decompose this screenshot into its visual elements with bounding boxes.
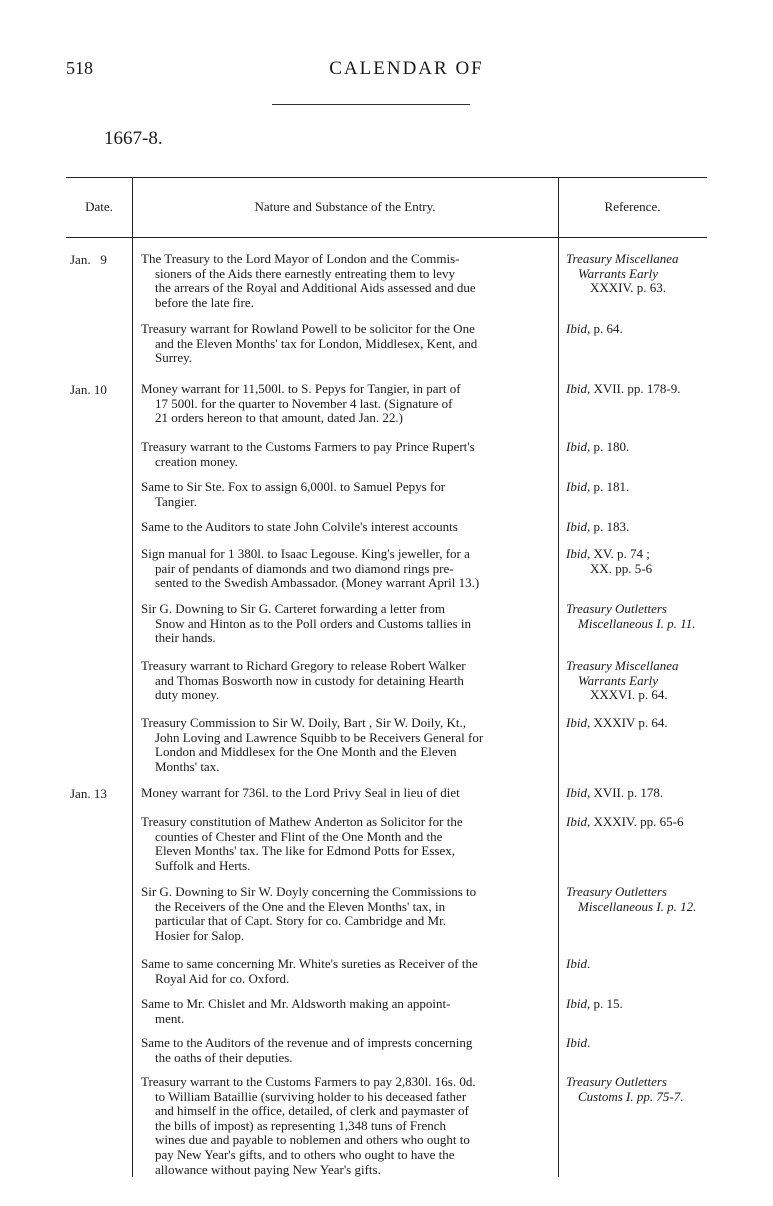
entry-reference-line: Treasury Outletters (566, 601, 667, 616)
entry-reference-line: Warrants Early (578, 265, 659, 281)
entry-reference (566, 1036, 706, 1051)
entry-nature-line: the oaths of their deputies. (155, 1049, 293, 1065)
entry-nature-line: counties of Chester and Flint of the One Month and the (155, 828, 443, 844)
entry-nature (141, 520, 551, 535)
entry-reference-line: Ibid, p. 180. (566, 439, 630, 454)
entry-nature-line: and the Eleven Months' tax for London, Middlesex, Kent, and (155, 335, 478, 351)
entry-nature (141, 252, 551, 310)
entry-nature-line: Tangier. (155, 493, 198, 509)
entry-reference (566, 1075, 706, 1104)
entry-reference-line: Treasury Outletters (566, 884, 667, 899)
running-title (0, 58, 773, 80)
header-rule (272, 104, 470, 105)
header-bottom-rule (66, 237, 707, 238)
entry-nature-line: Money warrant for 11,500l. to S. Pepys for Tangier, in part of (141, 381, 461, 396)
entry-reference-line: Ibid, XXXIV. pp. 65-6 (566, 814, 684, 829)
entry-nature-line: Treasury constitution of Mathew Anderton as Solicitor for the (141, 814, 463, 829)
column-header-nature: Nature and Substance of the Entry. (254, 199, 436, 214)
entry-nature (141, 440, 551, 469)
entry-nature (141, 786, 551, 801)
entry-nature-line: Same to same concerning Mr. White's sureties as Receiver of the (141, 956, 478, 971)
entry-nature-line: Treasury Commission to Sir W. Doily, Bart , Sir W. Doily, Kt., (141, 715, 467, 730)
entry-nature-line: Same to the Auditors to state John Colvile's interest accounts (141, 519, 458, 534)
entry-reference (566, 885, 706, 914)
entry-nature-line: particular that of Capt. Story for co. Cambridge and Mr. (155, 913, 446, 929)
entry-reference-line: Ibid, XVII. pp. 178-9. (566, 381, 681, 396)
entry-nature-line: Royal Aid for co. Oxford. (155, 970, 290, 986)
entry-nature-line: Surrey. (155, 350, 193, 366)
entry-nature-line: pair of pendants of diamonds and two diamond rings pre- (155, 560, 454, 576)
entry-reference (566, 520, 706, 535)
entry-nature-line: Same to Sir Ste. Fox to assign 6,000l. to Samuel Pepys for (141, 479, 446, 494)
entry-reference-line: Ibid, p. 181. (566, 479, 630, 494)
entry-reference (566, 602, 706, 631)
page-number: 518 (66, 58, 93, 78)
entry-reference-line: Warrants Early (578, 672, 659, 688)
entry-reference (566, 480, 706, 495)
entry-reference (566, 440, 706, 455)
entry-reference (566, 716, 706, 731)
entry-reference-line: Ibid, XV. p. 74 ; (566, 546, 650, 561)
entry-reference-line: Miscellaneous I. p. 12. (578, 898, 697, 914)
entry-reference-line: Ibid. (566, 1035, 591, 1050)
entry-nature (141, 1075, 551, 1177)
entry-nature-line: ment. (155, 1010, 185, 1026)
entry-reference-line: Treasury Miscellanea (566, 658, 679, 673)
entry-nature (141, 885, 551, 943)
entry-nature-line: allowance without paying New Year's gifts. (155, 1161, 381, 1177)
entry-nature-line: Treasury warrant for Rowland Powell to be solicitor for the One (141, 321, 475, 336)
entry-reference-line: Ibid, p. 183. (566, 519, 630, 534)
entry-reference (566, 815, 706, 830)
entry-reference-line: Ibid, XVII. p. 178. (566, 785, 664, 800)
column-rule-1 (132, 177, 133, 1177)
entry-nature-line: 21 orders hereon to that amount, dated Jan. 22.) (155, 410, 404, 426)
entry-reference-line: Ibid. (566, 956, 591, 971)
entry-nature-line: Same to Mr. Chislet and Mr. Aldsworth making an appoint- (141, 996, 451, 1011)
entry-nature-line: Sir G. Downing to Sir W. Doyly concerning the Commissions to (141, 884, 477, 899)
column-header-reference: Reference. (604, 199, 661, 214)
entry-nature-line: Sir G. Downing to Sir G. Carteret forwarding a letter from (141, 601, 445, 616)
entry-nature-line: their hands. (155, 630, 216, 646)
entry-nature-line: and himself in the office, detailed, of clerk and paymaster of (155, 1103, 469, 1119)
entry-nature (141, 716, 551, 774)
entry-reference-line: XXXIV. p. 63. (590, 280, 666, 296)
entry-reference-line: Ibid, p. 64. (566, 321, 623, 336)
entry-reference-line: Miscellaneous I. p. 11. (578, 615, 696, 631)
entry-nature-line: the Receivers of the One and the Eleven Months' tax, in (155, 898, 446, 914)
entry-nature (141, 322, 551, 366)
entry-nature-line: London and Middlesex for the One Month and the Eleven (155, 744, 457, 760)
entry-reference (566, 957, 706, 972)
entry-nature-line: sented to the Swedish Ambassador. (Money warrant April 13.) (155, 575, 480, 591)
entry-reference (566, 659, 706, 703)
entry-nature-line: wines due and payable to noblemen and others who ought to (155, 1132, 470, 1148)
entry-reference-line: Customs I. pp. 75-7. (578, 1088, 684, 1104)
entry-nature-line: Snow and Hinton as to the Poll orders and Customs tallies in (155, 615, 471, 631)
entry-reference-line: Treasury Outletters (566, 1074, 667, 1089)
entry-reference-line: Treasury Miscellanea (566, 251, 679, 266)
entry-reference (566, 322, 706, 337)
entry-nature-line: before the late fire. (155, 294, 254, 310)
entry-nature (141, 997, 551, 1026)
entry-reference (566, 547, 706, 576)
column-header-date: Date. (85, 199, 113, 214)
entry-nature-line: the arrears of the Royal and Additional Aids assessed and due (155, 280, 476, 296)
entry-nature (141, 957, 551, 986)
year-heading: 1667-8. (104, 128, 163, 149)
entry-nature-line: Same to the Auditors of the revenue and of imprests concerning (141, 1035, 473, 1050)
entry-reference-line: Ibid, XXXIV p. 64. (566, 715, 668, 730)
entry-nature-line: Months' tax. (155, 758, 220, 774)
entry-nature-line: Treasury warrant to Richard Gregory to release Robert Walker (141, 658, 466, 673)
entry-nature-line: sioners of the Aids there earnestly entreating them to levy (155, 265, 455, 281)
entry-nature (141, 1036, 551, 1065)
entry-date: Jan. 10 (70, 382, 107, 397)
entry-nature-line: 17 500l. for the quarter to November 4 last. (Signature of (155, 395, 453, 411)
entry-nature-line: John Loving and Lawrence Squibb to be Receivers General for (155, 729, 484, 745)
entry-reference (566, 382, 706, 397)
entry-nature-line: Sign manual for 1 380l. to Isaac Legouse. King's jeweller, for a (141, 546, 470, 561)
entry-nature (141, 659, 551, 703)
entry-nature (141, 547, 551, 591)
entry-date: Jan. 13 (70, 786, 107, 801)
entry-nature-line: to William Bataillie (surviving holder to his deceased father (155, 1088, 467, 1104)
entry-nature-line: the bills of impost) as representing 1,348 tuns of French (155, 1117, 447, 1133)
entry-reference-line: Ibid, p. 15. (566, 996, 623, 1011)
entry-nature-line: creation money. (155, 453, 238, 469)
entry-nature-line: The Treasury to the Lord Mayor of London and the Commis- (141, 251, 460, 266)
entry-nature-line: Hosier for Salop. (155, 927, 245, 943)
entry-nature-line: Treasury warrant to the Customs Farmers to pay Prince Rupert's (141, 439, 475, 454)
entry-nature-line: Treasury warrant to the Customs Farmers to pay 2,830l. 16s. 0d. (141, 1074, 476, 1089)
entry-nature-line: pay New Year's gifts, and to others who ought to have the (155, 1146, 455, 1162)
running-title-text: CALENDAR OF (329, 58, 484, 79)
entry-nature-line: Suffolk and Herts. (155, 857, 251, 873)
entry-date: Jan. 9 (70, 252, 107, 267)
entry-nature-line: duty money. (155, 687, 220, 703)
entry-reference-line: XX. pp. 5-6 (590, 560, 653, 576)
entry-reference (566, 786, 706, 801)
entry-nature-line: and Thomas Bosworth now in custody for detaining Hearth (155, 672, 464, 688)
column-rule-2 (558, 177, 559, 1177)
table-top-rule (66, 177, 707, 178)
entry-nature (141, 602, 551, 646)
entry-nature-line: Money warrant for 736l. to the Lord Privy Seal in lieu of diet (141, 785, 460, 800)
entry-nature-line: Eleven Months' tax. The like for Edmond Potts for Essex, (155, 843, 455, 859)
entry-nature (141, 815, 551, 873)
entry-reference-line: XXXVI. p. 64. (590, 687, 668, 703)
entry-reference (566, 252, 706, 296)
entry-nature (141, 480, 551, 509)
entry-nature (141, 382, 551, 426)
entry-reference (566, 997, 706, 1012)
